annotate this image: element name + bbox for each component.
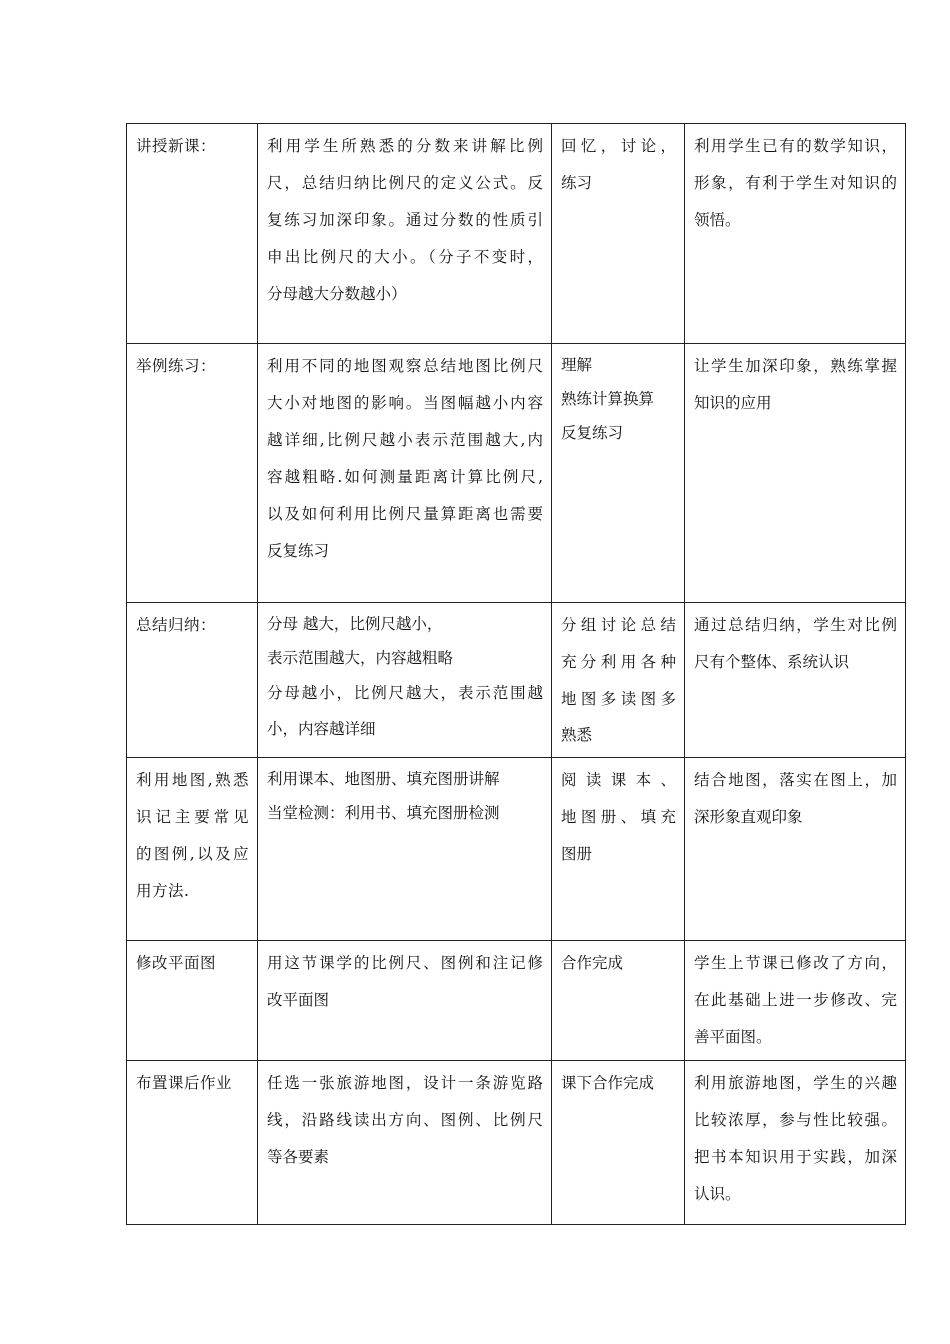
- content-cell: 利用不同的地图观察总结地图比例尺 大小对地图的影响。当图幅越小内容 越详细,比例尺越小表示范围越大,内 容越粗略.如何测量距离计算比例尺, 以及如何利用比例尺量算距离也需要 反复练习: [258, 344, 552, 603]
- table-row: [127, 1061, 906, 1225]
- table-row: [127, 124, 906, 344]
- stage-cell: 总结归纳：: [127, 603, 258, 758]
- purpose-cell: 让学生加深印象，熟练掌握 知识的应用: [685, 344, 906, 603]
- student-activity-cell: 课下合作完成: [552, 1061, 685, 1225]
- purpose-cell: 通过总结归纳，学生对比例 尺有个整体、系统认识: [685, 603, 906, 758]
- stage-cell: 举例练习：: [127, 344, 258, 603]
- purpose-cell: 利用旅游地图，学生的兴趣 比较浓厚，参与性比较强。 把书本知识用于实践，加深 认识。: [685, 1061, 906, 1225]
- stage-cell: 讲授新课：: [127, 124, 258, 344]
- lesson-plan-table: [126, 123, 906, 1225]
- content-cell: 任选一张旅游地图，设计一条游览路 线，沿路线读出方向、图例、比例尺 等各要素: [258, 1061, 552, 1225]
- student-activity-cell: 阅读课本、 地图册、填充 图册: [552, 758, 685, 941]
- content-cell: 利用学生所熟悉的分数来讲解比例 尺，总结归纳比例尺的定义公式。反 复练习加深印象。通过分数的性质引 申出比例尺的大小。（分子不变时， 分母越大分数越小）: [258, 124, 552, 344]
- table-row: [127, 941, 906, 1061]
- stage-cell: 修改平面图: [127, 941, 258, 1061]
- table-row: [127, 344, 906, 603]
- student-activity-cell: 合作完成: [552, 941, 685, 1061]
- stage-cell: 利用地图,熟悉 识记主要常见 的图例,以及应 用方法.: [127, 758, 258, 941]
- student-activity-cell: 回忆，讨论， 练习: [552, 124, 685, 344]
- content-cell: 利用课本、地图册、填充图册讲解 当堂检测：利用书、填充图册检测: [258, 758, 552, 941]
- content-cell: 用这节课学的比例尺、图例和注记修 改平面图: [258, 941, 552, 1061]
- content-cell: 分母 越大，比例尺越小， 表示范围越大，内容越粗略 分母越小，比例尺越大，表示范围越 小，内容越详细: [258, 603, 552, 758]
- student-activity-cell: 理解 熟练计算换算 反复练习: [552, 344, 685, 603]
- table-row: [127, 603, 906, 758]
- table-row: [127, 758, 906, 941]
- purpose-cell: 学生上节课已修改了方向， 在此基础上进一步修改、完 善平面图。: [685, 941, 906, 1061]
- student-activity-cell: 分组讨论总结 充分利用各种 地图多读图多 熟悉: [552, 603, 685, 758]
- purpose-cell: 利用学生已有的数学知识， 形象，有利于学生对知识的 领悟。: [685, 124, 906, 344]
- stage-cell: 布置课后作业: [127, 1061, 258, 1225]
- purpose-cell: 结合地图，落实在图上，加 深形象直观印象: [685, 758, 906, 941]
